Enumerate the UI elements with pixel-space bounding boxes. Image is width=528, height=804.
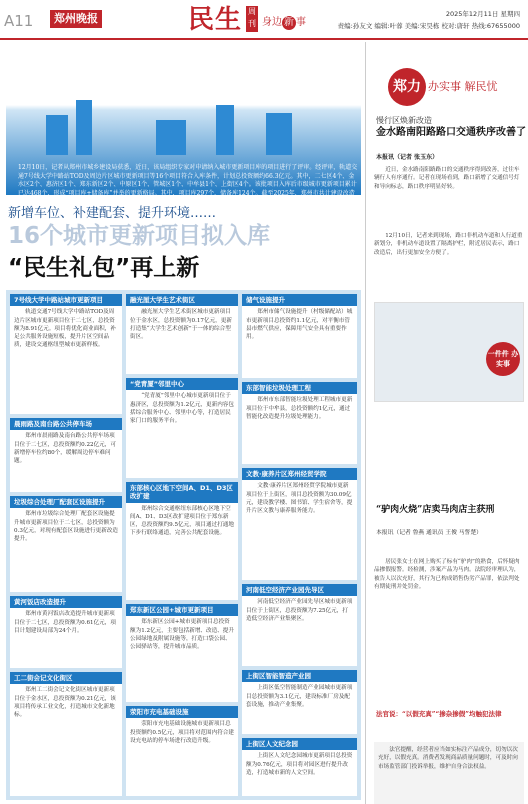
project-box — [10, 418, 122, 492]
project-box — [126, 378, 238, 478]
project-box — [242, 670, 357, 734]
project-title: 工二街会记文化街区 — [10, 672, 122, 684]
page-header — [0, 0, 528, 40]
project-box — [126, 482, 238, 600]
editors-line — [338, 20, 520, 32]
project-title: “党青厦”邻里中心 — [126, 378, 238, 390]
byline-2: 本报讯（记者 鲁燕 通讯员 王俊 马誓楚） — [376, 530, 482, 536]
intro-banner — [6, 50, 361, 206]
intro-text: 12月10日，记者从郑州市城乡建设局获悉，近日，该局组织专家对申请纳入城市更新项目库的项目进行了评审。经评审，轨道交通7号线大学中路站TOD及周边片区城市更新项目等16个项目符合入库条件，计划总投资额约66.3亿元。其中，二七区4个、金水区2个、惠济区1个、郑东新区2个、中原区1个、管城区1个、中牟县1个、上街区4个。该批项目入库后市级城市更新项目累计已达468个，形成“项目库+储备库”并举的更新格局。其中，项目库297个，储备库124个。截至2025年，郑州市共计建设改造城市更新项目423个，建设进展有序。 — [18, 164, 358, 206]
building-shape — [216, 105, 234, 155]
body-text: 法官提醒，经营者应当如实标注产品成分，切勿以次充好，以假充真。消费者发现商品质量问题时，可及时向市场监管部门投诉举报，维护自身合法权益。 — [378, 747, 518, 770]
project-box — [10, 596, 122, 668]
hotline: 热线:67655000 — [471, 22, 520, 30]
project-title: 黄河饭店改造提升 — [10, 596, 122, 608]
weekly-tag: 周刊 — [246, 6, 258, 32]
byline: 本报讯（记者 张玉东） — [376, 154, 439, 161]
building-shape — [266, 113, 292, 155]
project-title: 荥阳市充电基础设施 — [126, 706, 238, 718]
project-text: 河南低空经济产业园先导区城市更新项目位于上街区，总投资额为7.25亿元，打造低空经济产业集聚区。 — [246, 599, 353, 622]
project-box — [126, 294, 238, 374]
subsection-a: 身边 — [262, 17, 282, 28]
project-title: 晨雨路及南台路公共停车场 — [10, 418, 122, 430]
project-text: 郑东新区公园+城市更新项目总投资额为1.2亿元，主要包括新增、改造、提升公园绿地及附属设施等，打造口袋公园、公园驿站等，提升城市品质。 — [130, 619, 234, 650]
building-shape — [156, 120, 186, 155]
page-number: A11 — [4, 12, 34, 30]
article-subtitle: 新增车位、补建配套、提升环境…… — [8, 206, 217, 221]
project-text: 轨道交通7号线大学中路站TOD及周边片区城市更新项目位于二七区，总投资额为8.91亿元。项目将优化商业面积，补足公共服务设施短板，提升片区空间品质，建设交通枢纽型城市更新样板。 — [14, 309, 116, 348]
project-box — [10, 496, 122, 592]
project-text: 郑州市东部智能垃圾处理工程城市更新项目位于中牟县，总投资额约1亿元，通过智能化改造提升垃圾处理能力。 — [246, 397, 353, 420]
section-title: 民生 — [188, 5, 243, 35]
project-box — [10, 294, 122, 414]
project-box — [242, 294, 357, 378]
body-text: 居民张女士在网上购买了标有“驴肉”的熟食，后怀疑肉品掺假报警。经检测，涉案产品为马肉。法院经审理认为，被告人以次充好，其行为已构成销售伪劣产品罪，依法判处有期徒刑并处罚金。 — [374, 559, 520, 591]
project-text: 郑州市储气设施提升（村级储配站）城市更新项目总投资约1.1亿元，对平衡市管县市燃气供应，保障用气安全具有重要作用。 — [246, 309, 353, 340]
editors: 责编:孙友文 编辑:叶蓉 美编:宋昊栋 校对:唐轩 — [337, 22, 470, 30]
subsection-circle: 新 — [284, 17, 294, 28]
project-text: 郑州市垃圾综合处理厂配套区设施提升城市更新项目位于二七区，总投资额为0.3亿元，对现有配套区设施进行更新改造提升。 — [14, 511, 118, 542]
project-box — [126, 604, 238, 702]
project-text: 荥阳市充电基础设施城市更新项目总投资额约0.5亿元，项目将对范围内符合建设充电站的停车场进行改造升级。 — [130, 721, 234, 744]
project-title: 东部核心区地下空间A、D1、D3区改扩建 — [126, 482, 238, 503]
right-headline: 金水路南阳路路口交通秩序改善了 — [376, 127, 526, 138]
body-text: 近日，金水路南阳路路口的交通秩序得到改善，过往车辆行人有序通行。记者在现场看到，路口新增了交通信号灯和导向标志，路口秩序明显好转。 — [374, 167, 520, 190]
project-title: 文教·康养片区郑州经贸学院 — [242, 468, 357, 480]
newspaper-logo: 郑州晚报 — [50, 10, 102, 28]
column-slogan: 办实事 解民忧 — [428, 80, 498, 93]
article-title-line2: “民生礼包”再上新 — [8, 255, 200, 281]
judge-quote-headline: 法官说：“以假充真”“掺杂掺假”均触犯法律 — [376, 710, 502, 718]
project-title: 储气设施提升 — [242, 294, 357, 306]
subsection-b: 事 — [296, 17, 306, 28]
project-box — [126, 706, 238, 796]
project-title: 7号线大学中路站城市更新项目 — [10, 294, 122, 306]
project-box — [242, 738, 357, 796]
project-title: 东部智能垃圾处理工程 — [242, 382, 357, 394]
project-title: 垃圾综合处理厂配套区设施提升 — [10, 496, 122, 508]
project-text: 郑州工二街会记文化街区城市更新项目位于金水区，总投资额为0.21亿元，该项目将传承工业文化，打造城市文化新地标。 — [14, 687, 116, 718]
project-box — [10, 672, 122, 796]
project-grid — [6, 290, 361, 800]
project-title: 郑东新区公园+城市更新项目 — [126, 604, 238, 616]
article-title-line1: 16个城市更新项目拟入库 — [8, 223, 271, 249]
project-text: “党青厦”邻里中心城市更新项目位于惠济区，总投资额为1.2亿元，更新内容包括综合服务中心、邻里中心等，打造居民家门口的服务平台。 — [130, 393, 234, 424]
issue-date: 2025年12月11日 星期四 — [445, 10, 520, 18]
right-headline-2: “驴肉火烧”店卖马肉店主获刑 — [376, 505, 495, 515]
project-text: 文教·康养片区郑州经贸学院城市更新项目位于上街区，项目总投资额为30.09亿元，建设教学楼、图书馆、学生宿舍等，提升片区文教与康养服务能力。 — [246, 483, 353, 514]
project-title: 河南低空经济产业园先导区 — [242, 584, 357, 596]
building-shape — [76, 100, 92, 155]
project-text: 郑州市黄河饭店改造提升城市更新项目位于二七区，总投资额为0.61亿元，项目计划建设局部为24个月。 — [14, 611, 116, 634]
building-shape — [46, 115, 68, 155]
column-stamp: 一件件 办实事 — [486, 342, 520, 376]
project-text: 郑州市晨雨路及南台路公共停车场项目位于二七区，总投资额约0.22亿元，可新增停车位约80个，缓解周边停车难问题。 — [14, 433, 116, 464]
project-text: 上街区低空智能制造产业园城市更新项目总投资额为3.1亿元，建设标准厂房及配套设施，推动产业集聚。 — [246, 685, 353, 708]
project-box — [242, 382, 357, 464]
project-box — [242, 584, 357, 666]
right-column — [365, 42, 528, 804]
project-title: 上街区人文纪念园 — [242, 738, 357, 750]
subsection-title — [262, 16, 306, 30]
project-box — [242, 468, 357, 580]
column-logo: 郑力 — [388, 68, 426, 106]
project-text: 上街区人文纪念园城市更新项目总投资额为0.76亿元，项目将对园区进行提升改造，打造城市新的人文空间。 — [246, 753, 353, 776]
header-info — [338, 8, 520, 32]
right-headline-kicker: 慢行区焕新改造 — [376, 116, 432, 125]
project-title: 上街区智能智造产业园 — [242, 670, 357, 682]
judge-quote-box — [374, 742, 524, 804]
body-text: 12月10日，记者来到现场，路口非机动车道和人行道重新划分，非机动车道设置了隔离护栏，附近居民表示，路口改造后，出行更加安全方便了。 — [374, 233, 523, 256]
project-text: 融光厘大学生艺术街区城市更新项目位于金水区，总投资额为0.17亿元，更新打造集“大学生艺术创新”于一体的综合型街区。 — [130, 309, 232, 340]
project-title: 融光厘大学生艺术街区 — [126, 294, 238, 306]
project-text: 郑州综合交通枢纽东部核心区地下空间A、D1、D3区改扩建项目位于郑东新区，总投资额约9.5亿元，项目通过打通地下步行联络通道，完善公共配套设施。 — [130, 505, 234, 537]
